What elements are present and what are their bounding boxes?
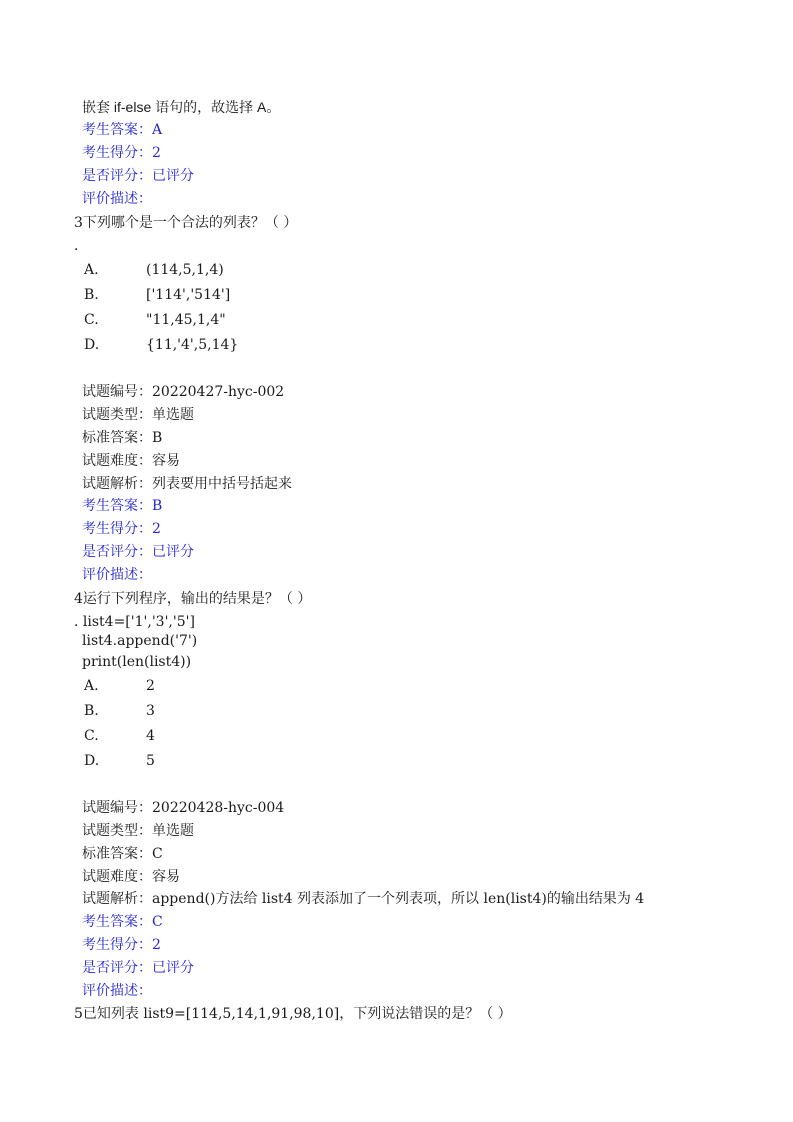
option-letter: A. xyxy=(84,262,99,278)
graded-status: 是否评分：已评分 xyxy=(82,960,194,976)
student-score: 考生得分：2 xyxy=(82,521,161,537)
option-text: 3 xyxy=(146,703,155,719)
standard-answer: 标准答案：C xyxy=(82,846,163,862)
student-answer: 考生答案：B xyxy=(82,498,163,514)
question-text: 已知列表 list9=[114,5,14,1,91,98,10]，下列说法错误的是？（ ） xyxy=(82,1006,512,1022)
standard-answer: 标准答案：B xyxy=(82,430,163,446)
question-id: 试题编号：20220428-hyc-004 xyxy=(82,800,285,816)
question-difficulty: 试题难度：容易 xyxy=(82,869,180,885)
explanation-tail-text: 嵌套 if-else 语句的，故选择 A。 xyxy=(82,99,281,115)
option-letter: D. xyxy=(84,753,100,769)
option-b xyxy=(84,285,230,305)
question-text: 下列哪个是一个合法的列表？（ ） xyxy=(82,215,298,231)
code-line: list4.append('7') xyxy=(82,633,198,649)
question-5-stem xyxy=(74,1004,512,1024)
question-number: 5 xyxy=(74,1006,83,1022)
grading-comment: 评价描述： xyxy=(82,567,152,583)
graded-status: 是否评分：已评分 xyxy=(82,168,194,184)
student-answer: 考生答案：A xyxy=(82,122,163,138)
question-text: 运行下列程序，输出的结果是？（ ） xyxy=(82,591,312,607)
code-line: . list4=['1','3','5'] xyxy=(74,614,195,630)
option-b xyxy=(84,701,155,721)
option-letter: D. xyxy=(84,337,100,353)
option-text: 2 xyxy=(146,678,155,694)
option-text: 4 xyxy=(146,728,155,744)
explanation-tail xyxy=(82,97,280,118)
code-line: print(len(list4)) xyxy=(82,654,192,670)
question-id: 试题编号：20220427-hyc-002 xyxy=(82,384,285,400)
student-answer: 考生答案：C xyxy=(82,914,163,930)
option-c xyxy=(84,726,155,746)
option-text: "11,45,1,4" xyxy=(146,312,226,328)
question-type: 试题类型：单选题 xyxy=(82,407,194,423)
question-type: 试题类型：单选题 xyxy=(82,823,194,839)
option-d xyxy=(84,751,155,771)
student-score: 考生得分：2 xyxy=(82,937,161,953)
option-text: {11,'4',5,14} xyxy=(146,337,239,353)
question-difficulty: 试题难度：容易 xyxy=(82,453,180,469)
option-text: 5 xyxy=(146,753,155,769)
option-letter: B. xyxy=(84,703,99,719)
option-letter: A. xyxy=(84,678,99,694)
option-a xyxy=(84,676,155,696)
grading-comment: 评价描述： xyxy=(82,191,152,207)
option-letter: C. xyxy=(84,728,99,744)
option-d xyxy=(84,335,238,355)
question-3-stem xyxy=(74,213,297,233)
option-letter: B. xyxy=(84,287,99,303)
option-letter: C. xyxy=(84,312,99,328)
question-3-dot: . xyxy=(74,238,79,254)
graded-status: 是否评分：已评分 xyxy=(82,544,194,560)
option-text: ['114','514'] xyxy=(146,287,231,303)
question-4-stem xyxy=(74,589,311,609)
question-analysis: 试题解析：append()方法给 list4 列表添加了一个列表项，所以 len(list4)的输出结果为 4 xyxy=(82,891,645,907)
option-c xyxy=(84,310,226,330)
option-text: (114,5,1,4) xyxy=(146,262,224,278)
option-a xyxy=(84,260,224,280)
grading-comment: 评价描述： xyxy=(82,983,152,999)
question-analysis: 试题解析：列表要用中括号括起来 xyxy=(82,476,292,492)
student-score: 考生得分：2 xyxy=(82,145,161,161)
question-number: 3 xyxy=(74,215,83,231)
question-number: 4 xyxy=(74,591,83,607)
